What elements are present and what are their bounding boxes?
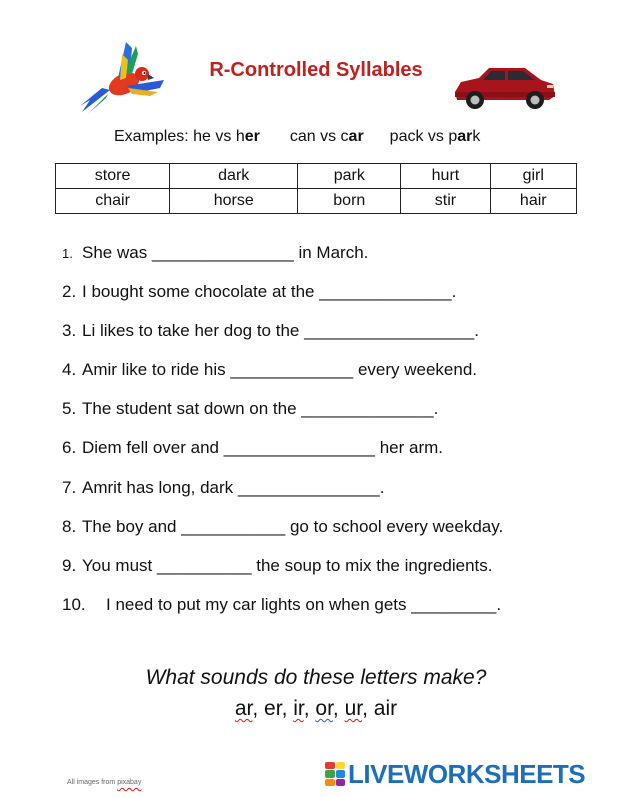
liveworksheets-logo[interactable] <box>325 760 585 788</box>
question-item[interactable] <box>62 556 602 595</box>
question-item[interactable] <box>62 478 602 517</box>
word-bank-row <box>56 189 577 214</box>
word-bank-cell: horse <box>170 189 298 214</box>
question-item[interactable] <box>62 595 602 634</box>
question-number: 9. <box>62 555 77 575</box>
question-item[interactable] <box>62 243 602 282</box>
logo-text: LIVEWORKSHEETS <box>348 758 586 789</box>
question-text: Li likes to take her dog to the __________________. <box>82 321 479 341</box>
question-number: 8. <box>62 516 77 536</box>
word-bank-table <box>55 163 577 214</box>
question-item[interactable] <box>62 282 602 321</box>
word-bank-cell: park <box>298 164 401 189</box>
question-number: 5. <box>62 399 77 419</box>
question-text: Amir like to ride his _____________ every weekend. <box>82 360 478 380</box>
page-title: R-Controlled Syllables <box>209 59 423 81</box>
sounds-list: ar, er, ir, or, ur, air <box>234 697 398 720</box>
sound-ir: ir <box>293 697 304 720</box>
question-text: Diem fell over and ________________ her arm. <box>82 438 444 458</box>
sound-air: air <box>373 697 398 720</box>
question-number: 3. <box>62 321 77 341</box>
question-item[interactable] <box>62 438 602 477</box>
examples-line <box>114 128 480 146</box>
word-bank-cell: hair <box>490 189 576 214</box>
word-bank-row <box>56 164 577 189</box>
question-number: 2. <box>62 282 77 302</box>
word-bank-cell: chair <box>56 189 170 214</box>
question-number: 4. <box>62 360 77 380</box>
question-number: 10. <box>62 594 86 614</box>
word-bank-cell: girl <box>490 164 576 189</box>
question-text: You must __________ the soup to mix the ingredients. <box>82 555 493 575</box>
question-number: 1. <box>62 246 73 261</box>
example-2: can vs car <box>289 128 364 145</box>
question-item[interactable] <box>62 321 602 360</box>
sounds-prompt: What sounds do these letters make? <box>145 666 487 689</box>
question-text: The boy and ___________ go to school every weekday. <box>82 516 504 536</box>
word-bank-cell: stir <box>401 189 490 214</box>
question-text: The student sat down on the ______________. <box>82 399 439 419</box>
example-3: pack vs park <box>389 128 481 145</box>
word-bank-cell: dark <box>170 164 298 189</box>
question-number: 6. <box>62 438 77 458</box>
image-credit: All images from pixabay <box>67 779 142 786</box>
question-item[interactable] <box>62 360 602 399</box>
question-text: I bought some chocolate at the ______________. <box>82 282 457 302</box>
sound-ar: ar <box>234 697 253 720</box>
question-list <box>62 243 602 634</box>
sound-or: or <box>315 697 333 720</box>
word-bank-cell: hurt <box>401 164 490 189</box>
question-item[interactable] <box>62 399 602 438</box>
sound-ur: ur <box>344 697 363 720</box>
question-number: 7. <box>62 477 77 497</box>
examples-label: Examples: <box>114 128 194 145</box>
word-bank-cell: store <box>56 164 170 189</box>
sound-er: er <box>264 697 282 720</box>
question-text: She was _______________ in March. <box>82 243 369 262</box>
word-bank-cell: born <box>298 189 401 214</box>
question-text: I need to put my car lights on when gets _________. <box>106 594 502 614</box>
question-text: Amrit has long, dark _______________. <box>82 477 385 497</box>
question-item[interactable] <box>62 517 602 556</box>
logo-blocks-icon <box>325 762 345 786</box>
example-1: he vs her <box>193 128 260 145</box>
